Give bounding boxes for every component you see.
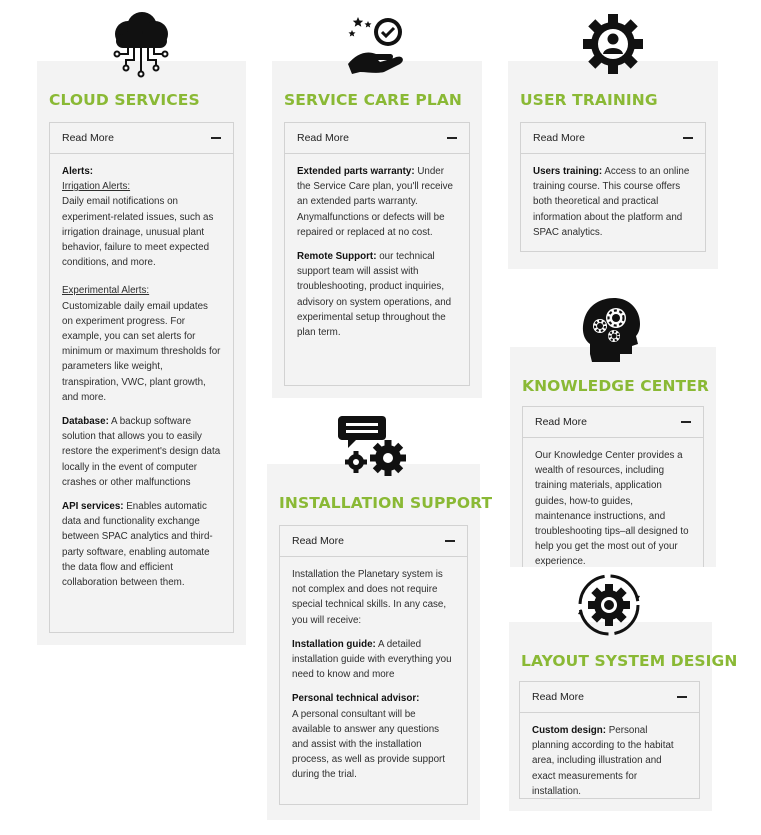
remote-support-label: Remote Support: — [297, 251, 377, 263]
service-care-plan-card — [272, 61, 482, 398]
experimental-alerts-text: Customizable daily email updates on experiment progress. For example, you can set alerts for minimum or maximum thresholds for parameters like weight, transpiration, VWC, plant growth, and more. — [62, 300, 221, 403]
cloud-services-read-more-toggle[interactable] — [50, 123, 233, 154]
remote-support-text: our technical support team will assist with troubleshooting, product inquiries, advisory on system operations, and experimental setup throughout the plan term. — [297, 251, 452, 339]
knowledge-center-text: Our Knowledge Center provides a wealth of resources, including training materials, application guides, how-to guides, maintenance instructions, and troubleshooting tips–all designed to help you get the most out of your experience. — [535, 450, 689, 567]
irrigation-alerts-text: Daily email notifications on experiment-related issues, such as irrigation drainage, unusual plant behavior, failure to meet expected conditions, and more. — [62, 196, 214, 269]
layout-system-design-accordion — [519, 681, 700, 799]
collapse-minus-icon — [683, 137, 693, 139]
database-label: Database: — [62, 416, 109, 428]
cloud-services-card — [37, 61, 246, 645]
personal-advisor-text: A personal consultant will be available to answer any questions and assist with the installation process, as well as provide support during the trial. — [292, 708, 446, 781]
cloud-services-title: CLOUD SERVICES — [49, 91, 200, 109]
read-more-label: Read More — [297, 132, 349, 144]
read-more-label: Read More — [62, 132, 114, 144]
installation-support-title: INSTALLATION SUPPORT — [279, 494, 493, 512]
user-training-title: USER TRAINING — [520, 91, 658, 109]
experimental-alerts-label: Experimental Alerts: — [62, 285, 150, 297]
collapse-minus-icon — [211, 137, 221, 139]
service-care-plan-content — [285, 154, 469, 355]
knowledge-center-title: KNOWLEDGE CENTER — [522, 377, 709, 395]
gear-user-icon — [582, 14, 644, 74]
installation-intro-text: Installation the Planetary system is not complex and does not require special technical skills. In any case, you will receive: — [292, 569, 447, 626]
installation-support-accordion — [279, 525, 468, 805]
users-training-label: Users training: — [533, 166, 603, 177]
users-training-text: Access to an online training course. This course offers both theoretical and practical information about the platform and SPAC analytics. — [533, 166, 690, 238]
head-gears-icon — [580, 296, 642, 362]
installation-support-content — [280, 557, 467, 798]
hand-care-icon — [346, 14, 408, 74]
user-training-content — [521, 154, 705, 252]
personal-advisor-label: Personal technical advisor: — [292, 693, 420, 705]
alerts-label: Alerts: — [62, 166, 94, 177]
installation-guide-label: Installation guide: — [292, 638, 376, 650]
service-care-plan-title: SERVICE CARE PLAN — [284, 91, 463, 109]
irrigation-alerts-label: Irrigation Alerts: — [62, 181, 131, 193]
knowledge-center-accordion — [522, 406, 704, 567]
cloud-services-content — [50, 154, 233, 605]
read-more-label: Read More — [533, 132, 585, 144]
collapse-minus-icon — [447, 137, 457, 139]
cloud-network-icon — [108, 10, 174, 78]
knowledge-center-read-more-toggle[interactable] — [523, 407, 703, 438]
installation-support-read-more-toggle[interactable] — [280, 526, 467, 557]
read-more-label: Read More — [292, 535, 344, 547]
layout-system-design-card — [509, 622, 738, 811]
custom-design-label: Custom design: — [532, 725, 607, 736]
service-care-plan-accordion — [284, 122, 470, 386]
installation-support-card — [267, 464, 493, 820]
layout-system-design-title: LAYOUT SYSTEM DESIGN — [521, 652, 738, 670]
user-training-accordion — [520, 122, 706, 252]
installation-guide-text: A detailed installation guide with everything you need to know and more — [292, 638, 452, 681]
read-more-label: Read More — [532, 691, 584, 703]
api-services-label: API services: — [62, 501, 124, 513]
user-training-read-more-toggle[interactable] — [521, 123, 705, 154]
collapse-minus-icon — [681, 421, 691, 423]
service-care-plan-read-more-toggle[interactable] — [285, 123, 469, 154]
extended-warranty-text: Under the Service Care plan, you'll receive an extended parts warranty. Anymalfunctions or defects will be repaired or replaced at no cost. — [297, 166, 453, 238]
api-services-text: Enables automatic data and functionality exchange between SPAC analytics and third-party software, enabling automate the data flow and efficient collaboration between them. — [62, 501, 213, 589]
user-training-card — [508, 61, 718, 269]
layout-system-design-content — [520, 713, 699, 799]
extended-warranty-label: Extended parts warranty: — [297, 166, 415, 177]
read-more-label: Read More — [535, 416, 587, 428]
knowledge-center-content — [523, 438, 703, 567]
database-text: A backup software solution that allows you to easily restore the experiment's design data locally in the event of computer crashes or other malfunctions — [62, 416, 221, 488]
knowledge-center-card — [510, 347, 716, 567]
gear-cycle-icon — [577, 573, 641, 637]
custom-design-text: Personal planning according to the habitat area, including illustration and exact measurements for installation. — [532, 725, 674, 797]
layout-system-design-read-more-toggle[interactable] — [520, 682, 699, 713]
collapse-minus-icon — [445, 540, 455, 542]
collapse-minus-icon — [677, 696, 687, 698]
support-gears-icon — [338, 414, 408, 478]
cloud-services-accordion — [49, 122, 234, 633]
